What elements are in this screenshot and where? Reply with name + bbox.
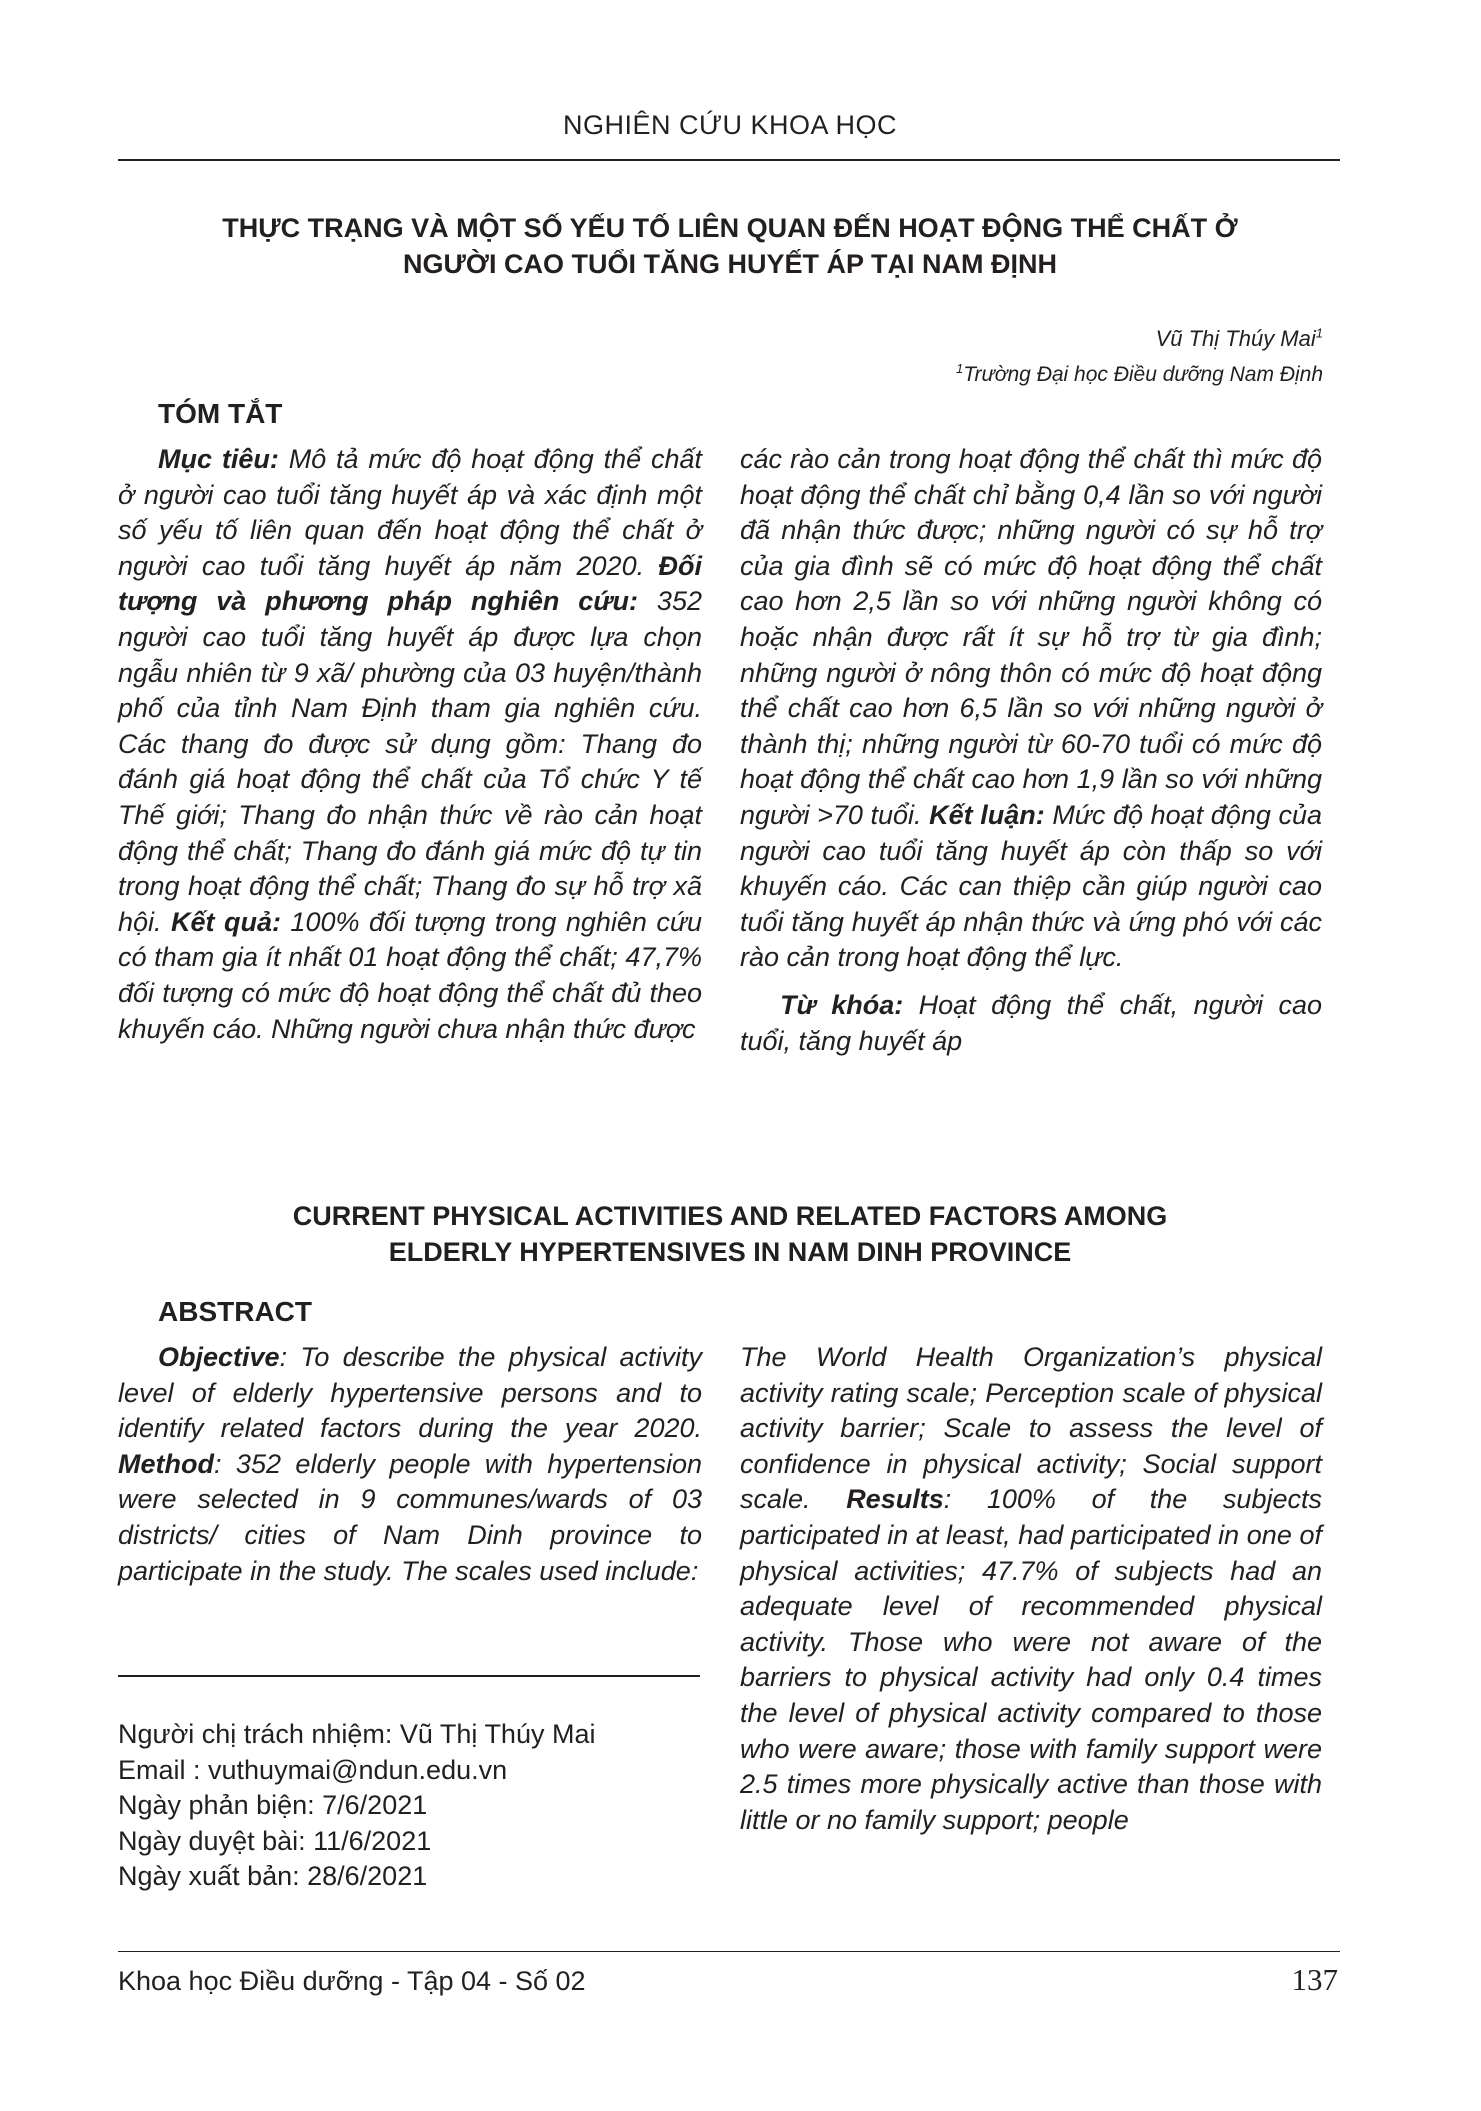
vietnamese-abstract-continuation xyxy=(740,442,1322,976)
english-title-line2: ELDERLY HYPERTENSIVES IN NAM DINH PROVINCE xyxy=(388,1237,1072,1267)
english-abstract-right-column xyxy=(740,1340,1322,1838)
method-text-en-left: : 352 elderly people with hypertension were selected in 9 communes/wards of 03 districts/ cities of Nam Dinh province to participate in the study. The scales used include: xyxy=(118,1448,702,1586)
english-abstract-heading: ABSTRACT xyxy=(158,1296,312,1327)
footnote-rule xyxy=(118,1675,700,1677)
publish-date: Ngày xuất bản: 28/6/2021 xyxy=(118,1861,428,1892)
vietnamese-abstract-paragraph xyxy=(118,442,702,1047)
objective-label-en: Objective xyxy=(158,1342,280,1372)
results-text-en: : 100% of the subjects participated in at least, had participated in one of physical activities; 47.7% of subjects had an adequate level of recommended physical activity. Those who were not aware of the barriers to physical activity had only 0.4 times the level of physical activity compared to those who were aware; those with family support were 2.5 times more physically active than those with little or no family support; people xyxy=(740,1484,1322,1835)
affiliation-superscript: 1 xyxy=(956,361,964,376)
approval-date: Ngày duyệt bài: 11/6/2021 xyxy=(118,1825,432,1856)
vietnamese-abstract-heading: TÓM TẮT xyxy=(158,398,283,429)
author-name: Vũ Thị Thúy Mai xyxy=(1155,326,1316,351)
method-label: Đối tượng và phương pháp nghiên cứu: xyxy=(118,550,702,617)
conclusion-label: Kết luận: xyxy=(929,799,1045,830)
objective-label: Mục tiêu: xyxy=(158,444,279,474)
affiliation-name: Trường Đại học Điều dưỡng Nam Định xyxy=(963,363,1323,386)
journal-name: Khoa học Điều dưỡng - Tập 04 - Số 02 xyxy=(118,1966,586,1996)
affiliation xyxy=(956,363,1323,387)
author-superscript: 1 xyxy=(1315,325,1323,341)
vietnamese-title-line1: THỰC TRẠNG VÀ MỘT SỐ YẾU TỐ LIÊN QUAN ĐẾN HOẠT ĐỘNG THỂ CHẤT Ở xyxy=(222,213,1238,243)
vietnamese-title xyxy=(120,210,1340,282)
conclusion-text: Mức độ hoạt động của người cao tuổi tăng huyết áp còn thấp so với khuyến cáo. Các can thiệp cần giúp người cao tuổi tăng huyết áp nhận thức và ứng phó với các rào cản trong hoạt động thể lực. xyxy=(740,799,1322,973)
results-text-right: các rào cản trong hoạt động thể chất thì mức độ hoạt động thể chất chỉ bằng 0,4 lần so với người đã nhận thức được; những người có sự hỗ trợ của gia đình sẽ có mức độ hoạt động thể chất cao hơn 2,5 lần so với những người không có hoặc nhận được rất ít sự hỗ trợ từ gia đình; những người ở nông thôn có mức độ hoạt động thể chất cao hơn 6,5 lần so với những người ở thành thị; những người từ 60-70 tuổi có mức độ hoạt động thể chất cao hơn 1,9 lần so với những người >70 tuổi. xyxy=(740,444,1322,830)
method-text-en-right: The World Health Organization’s physical activity rating scale; Perception scale of physical activity barrier; Scale to assess the level of confidence in physical activity; Social support scale. xyxy=(740,1342,1322,1515)
keywords-paragraph xyxy=(740,988,1322,1059)
english-abstract-left-column xyxy=(118,1340,702,1589)
objective-text: Mô tả mức độ hoạt động thể chất ở người cao tuổi tăng huyết áp và xác định một số yếu tố liên quan đến hoạt động thể chất ở người cao tuổi tăng huyết áp năm 2020. xyxy=(118,444,702,581)
method-text: 352 người cao tuổi tăng huyết áp được lựa chọn ngẫu nhiên từ 9 xã/ phường của 03 huyện/thành phố của tỉnh Nam Định tham gia nghiên cứu. Các thang đo được sử dụng gồm: Thang đo đánh giá hoạt động thể chất của Tổ chức Y tế Thế giới; Thang đo nhận thức về rào cản hoạt động thể chất; Thang đo đánh giá mức độ tự tin trong hoạt động thể chất; Thang đo sự hỗ trợ xã hội. xyxy=(118,586,702,937)
objective-text-en: : To describe the physical activity level of elderly hypertensive persons and to identify related factors during the year 2020. xyxy=(118,1342,702,1444)
method-label-en: Method xyxy=(118,1448,214,1479)
keywords-label: Từ khóa: xyxy=(780,989,904,1020)
results-label-en: Results xyxy=(846,1484,944,1515)
page-number: 137 xyxy=(1291,1962,1338,1997)
footer-rule xyxy=(118,1951,1340,1952)
vietnamese-abstract-right-column xyxy=(740,442,1322,1059)
email-line: Email : vuthuymai@ndun.edu.vn xyxy=(118,1754,508,1785)
results-text-left: 100% đối tượng trong nghiên cứu có tham gia ít nhất 01 hoạt động thể chất; 47,7% đối tượng có mức độ hoạt động thể chất đủ theo khuyến cáo. Những người chưa nhận thức được xyxy=(118,906,703,1044)
results-label: Kết quả: xyxy=(171,906,281,937)
responsible-author: Người chị trách nhiệm: Vũ Thị Thúy Mai xyxy=(118,1719,596,1749)
header-rule xyxy=(118,159,1340,161)
review-date: Ngày phản biện: 7/6/2021 xyxy=(118,1790,428,1821)
keywords-text: Hoạt động thể chất, người cao tuổi, tăng huyết áp xyxy=(740,989,1323,1056)
section-header: NGHIÊN CỨU KHOA HỌC xyxy=(562,110,898,140)
author xyxy=(1156,326,1323,352)
vietnamese-title-line2: NGƯỜI CAO TUỔI TĂNG HUYẾT ÁP TẠI NAM ĐỊNH xyxy=(403,249,1057,279)
english-abstract-continuation xyxy=(740,1340,1322,1838)
correspondence-footnote xyxy=(118,1717,595,1895)
english-title xyxy=(120,1198,1340,1270)
english-abstract-paragraph xyxy=(118,1340,702,1589)
vietnamese-abstract-left-column xyxy=(118,442,702,1047)
english-title-line1: CURRENT PHYSICAL ACTIVITIES AND RELATED FACTORS AMONG xyxy=(292,1201,1168,1231)
